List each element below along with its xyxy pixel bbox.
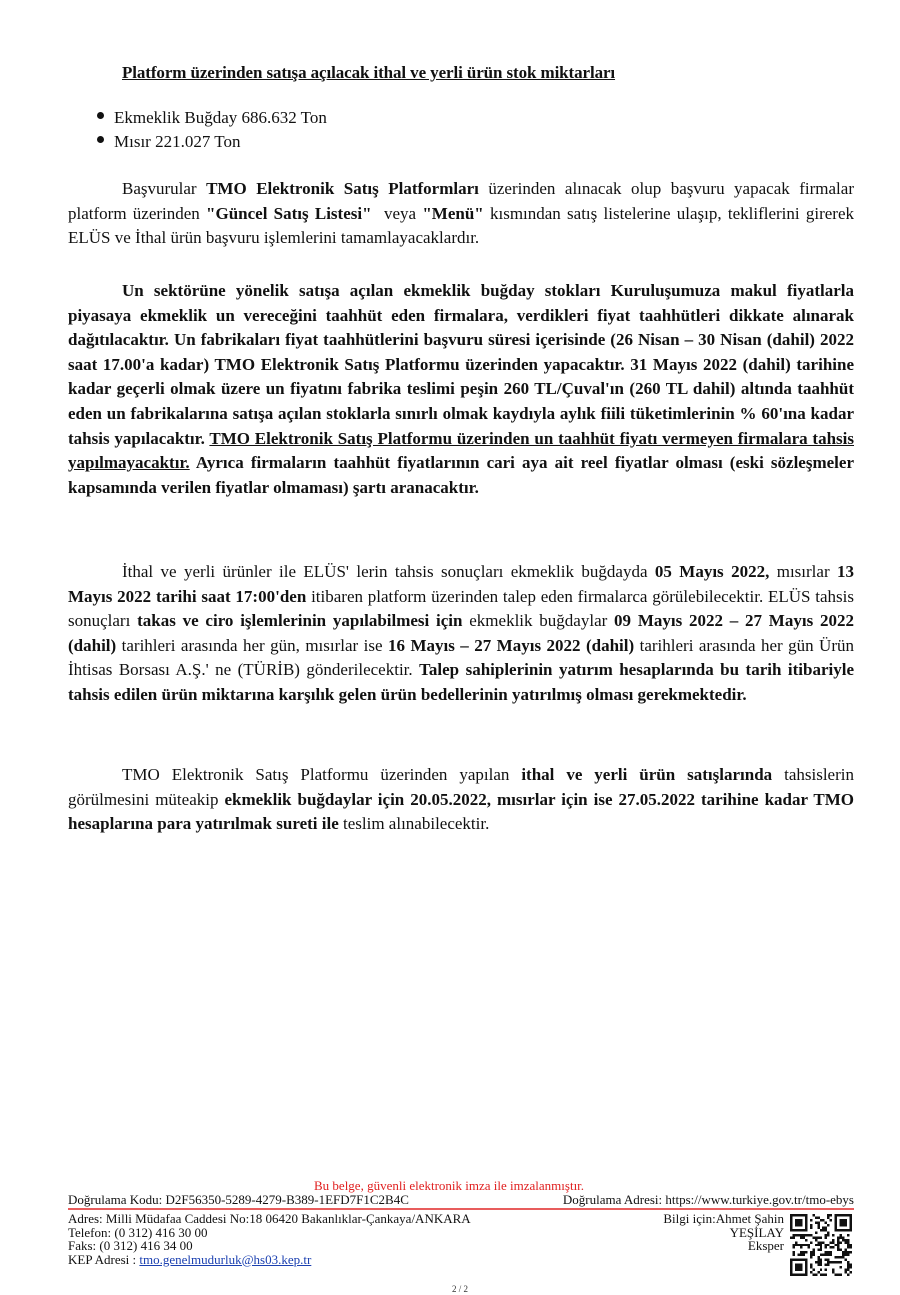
- footer-divider: [68, 1208, 854, 1210]
- bold-text: TMO Elektronik Satış Platformları: [206, 179, 479, 198]
- contact-name: Bilgi için:Ahmet Şahin: [663, 1211, 784, 1226]
- paragraph-application: [68, 177, 854, 251]
- list-item-text: Ekmeklik Buğday 686.632 Ton: [114, 108, 327, 127]
- bold-text: "Güncel Satış Listesi": [206, 203, 372, 223]
- bullet-icon: [97, 136, 104, 143]
- paragraph-allocation-results: [68, 560, 854, 708]
- bold-text: 16 Mayıs – 27 Mayıs 2022 (dahil): [388, 635, 635, 655]
- contact-title: Eksper: [747, 1238, 784, 1253]
- text: tarihleri arasında her gün, mısırlar ise: [116, 635, 388, 655]
- paragraph-payment-delivery: [68, 763, 854, 837]
- kep-address: [68, 1253, 471, 1267]
- qr-code-icon: [790, 1214, 852, 1276]
- text: itibaren platform üzerinden talep eden firmalarca görülebilecektir. ELÜS tahsis sonuçları: [68, 586, 854, 631]
- bold-text: ithal ve yerli ürün satışlarında: [521, 765, 773, 784]
- page-number: 2 / 2: [452, 1284, 469, 1294]
- text: Başvurular: [122, 179, 207, 198]
- text: veya: [371, 203, 423, 223]
- text: ekmeklik buğdaylar: [462, 611, 615, 631]
- text: tahsislerin görülmesini müteakip: [68, 765, 854, 809]
- paragraph-flour-sector: [68, 279, 854, 500]
- bold-text: Talep sahiplerinin yatırım hesaplarında bu tarih itibariyle tahsis edilen ürün miktarına karşılık gelen ürün bedellerinin yatırılmış olması gerekmektedir.: [68, 660, 854, 704]
- stock-list: [95, 106, 327, 154]
- fax: Faks: (0 312) 416 34 00: [68, 1238, 193, 1253]
- bold-text: Un sektörüne yönelik satışa açılan ekmeklik buğday stokları Kuruluşumuza makul fiyatlarla piyasaya ekmeklik un vereceğini taahhüt eden firmalara, verdikleri fiyat taahhütleri dikkate alınarak dağıtılacaktır. Un fabrikaları fiyat taahhütlerini başvuru süresi içerisinde (26 Nisan – 30 Nisan (dahil) 2022 saat 17.00'a kadar) TMO Elektronik Satış Platformu üzerinden yapacaktır. 31 Mayıs 2022 (dahil) tarihine kadar geçerli olmak üzere un fiyatını fabrika teslimi peşin 260 TL/Çuval'ın (260 TL dahil) altında taahhüt eden un fabrikalarına satışa açılan stoklarla sınırlı olmak kaydıyla aylık fiili tüketimlerinin % 60'ına kadar tahsis yapılacaktır.: [68, 281, 854, 448]
- text: TMO Elektronik Satış Platformu üzerinden yapılan: [122, 765, 522, 784]
- bold-text: 05 Mayıs 2022,: [654, 562, 770, 581]
- bold-text: "Menü": [422, 203, 484, 223]
- verification-address: Doğrulama Adresi: https://www.turkiye.gov.tr/tmo-ebys: [562, 1192, 854, 1207]
- text: mısırlar: [769, 562, 837, 581]
- bold-text: ekmeklik buğdaylar için 20.05.2022, mısırlar için ise 27.05.2022 tarihine kadar TMO hesaplarına para yatırılmak sureti ile: [68, 789, 854, 834]
- underlined-bold-text: TMO Elektronik Satış Platformu üzerinden un taahhüt fiyatı vermeyen firmalara tahsis yapılmayacaktır.: [68, 428, 854, 473]
- list-item: [95, 130, 327, 154]
- kep-email-link[interactable]: tmo.genelmudurluk@hs03.kep.tr: [139, 1251, 312, 1267]
- bold-text: 09 Mayıs 2022 – 27 Mayıs 2022 (dahil): [68, 611, 854, 655]
- text: kısmından satış listelerine ulaşıp, tekliflerini girerek ELÜS ve İthal ürün başvuru işlemlerini tamamlayacaklardır.: [68, 203, 855, 248]
- list-item-text: Mısır 221.027 Ton: [114, 132, 241, 151]
- text: teslim alınabilecektir.: [338, 814, 490, 834]
- page-title: Platform üzerinden satışa açılacak ithal ve yerli ürün stok miktarları: [122, 63, 616, 82]
- text: üzerinden alınacak olup başvuru yapacak firmalar platform üzerinden: [68, 179, 854, 223]
- address: Adres: Milli Müdafaa Caddesi No:18 06420 Bakanlıklar-Çankaya/ANKARA: [68, 1211, 471, 1226]
- list-item: [95, 106, 327, 130]
- text: İthal ve yerli ürünler ile ELÜS' lerin tahsis sonuçları ekmeklik buğdayda: [122, 562, 655, 581]
- contact-surname: YEŞİLAY: [729, 1224, 784, 1240]
- address-block: [68, 1212, 471, 1266]
- bold-text: 13 Mayıs 2022 tarihi saat 17:00'den: [68, 562, 854, 606]
- verification-code: Doğrulama Kodu: D2F56350-5289-4279-B389-1EFD7F1C2B4C: [68, 1192, 409, 1207]
- e-signature-note: Bu belge, güvenli elektronik imza ile imzalanmıştır.: [314, 1178, 585, 1193]
- kep-label: KEP Adresi :: [68, 1251, 140, 1267]
- phone: Telefon: (0 312) 416 30 00: [68, 1224, 208, 1240]
- text: tarihleri arasında her gün Ürün İhtisas Borsası A.Ş.' ne (TÜRİB) gönderilecektir.: [68, 635, 854, 680]
- bold-text: Ayrıca firmaların taahhüt fiyatlarının cari aya ait reel fiyatlar olması (eski sözleşmeler kapsamında verilen fiyatlar olmaması) şartı aranacaktır.: [68, 453, 854, 497]
- bold-text: takas ve ciro işlemlerinin yapılabilmesi için: [137, 611, 463, 631]
- bullet-icon: [97, 112, 104, 119]
- contact-block: [663, 1212, 784, 1253]
